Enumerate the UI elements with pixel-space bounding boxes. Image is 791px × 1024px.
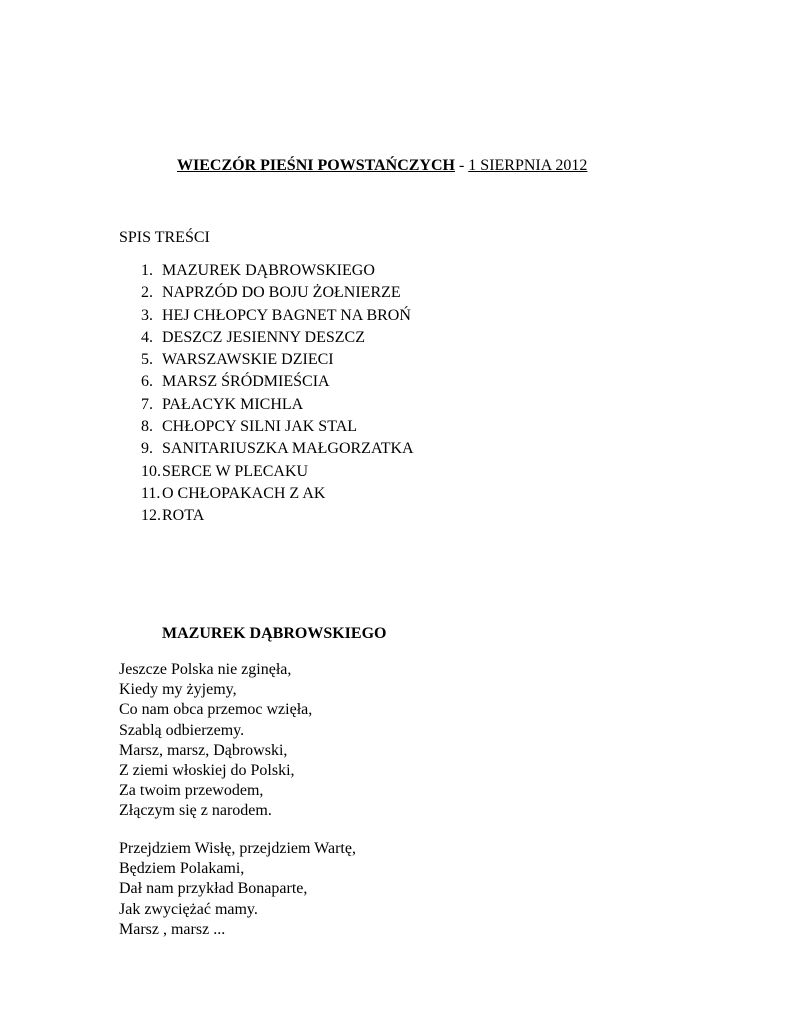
toc-item-number: 8. — [141, 418, 153, 436]
toc-item — [141, 506, 414, 528]
toc-item-number: 7. — [141, 395, 153, 413]
page-title — [177, 156, 587, 176]
title-separator: - — [454, 157, 469, 174]
toc-item-number: 9. — [141, 440, 153, 458]
toc-item-label: ROTA — [162, 507, 205, 525]
toc-item — [141, 306, 414, 328]
lyric-line: Szablą odbierzemy. — [119, 721, 245, 739]
toc-item-label: SANITARIUSZKA MAŁGORZATKA — [162, 440, 414, 458]
toc-item-number: 4. — [141, 328, 153, 346]
lyric-line: Przejdziem Wisłę, przejdziem Wartę, — [119, 840, 356, 857]
toc-item — [141, 417, 414, 439]
toc-item-number: 12. — [141, 507, 161, 525]
toc-item-label: PAŁACYK MICHLA — [162, 395, 304, 413]
lyric-line: Marsz , marsz ... — [119, 920, 226, 938]
toc-item-label: MARSZ ŚRÓDMIEŚCIA — [162, 373, 330, 391]
lyric-line: Kiedy my żyjemy, — [119, 681, 237, 699]
lyric-line: Dał nam przykład Bonaparte, — [119, 880, 308, 898]
toc-item-label: MAZUREK DĄBROWSKIEGO — [162, 262, 375, 279]
toc-item-number: 6. — [141, 373, 153, 391]
toc-item — [141, 462, 414, 484]
toc-item — [141, 261, 414, 283]
toc-item-number: 1. — [141, 262, 153, 279]
toc-item-label: SERCE W PLECAKU — [162, 462, 309, 480]
toc-item — [141, 439, 414, 461]
lyric-line: Jeszcze Polska nie zginęła, — [119, 661, 292, 678]
title-date: 1 SIERPNIA 2012 — [468, 157, 588, 174]
lyric-line: Złączym się z narodem. — [119, 802, 272, 820]
toc-heading: SPIS TREŚCI — [119, 229, 210, 246]
toc-item-label: O CHŁOPAKACH Z AK — [162, 484, 326, 502]
toc-item — [141, 328, 414, 350]
toc-item-number: 2. — [141, 284, 153, 302]
lyric-line: Będziem Polakami, — [119, 860, 245, 878]
lyric-line: Marsz, marsz, Dąbrowski, — [119, 741, 288, 759]
lyrics-stanza — [119, 839, 356, 940]
toc-item-number: 10. — [141, 462, 161, 480]
song-title: MAZUREK DĄBROWSKIEGO — [162, 625, 387, 642]
toc-item-label: NAPRZÓD DO BOJU ŻOŁNIERZE — [162, 284, 401, 302]
toc-item — [141, 395, 414, 417]
table-of-contents — [141, 261, 414, 529]
lyric-line: Jak zwyciężać mamy. — [119, 900, 258, 918]
lyric-line: Z ziemi włoskiej do Polski, — [119, 761, 295, 779]
toc-item-label: DESZCZ JESIENNY DESZCZ — [162, 328, 365, 346]
toc-item-number: 3. — [141, 306, 153, 324]
toc-item-number: 11. — [141, 484, 161, 502]
lyric-line: Za twoim przewodem, — [119, 782, 264, 800]
toc-item — [141, 350, 414, 372]
toc-item-number: 5. — [141, 351, 153, 369]
title-main: WIECZÓR PIEŚNI POWSTAŃCZYCH — [177, 157, 455, 174]
toc-item-label: CHŁOPCY SILNI JAK STAL — [162, 418, 358, 436]
toc-item-label: WARSZAWSKIE DZIECI — [162, 351, 334, 369]
toc-item — [141, 283, 414, 305]
toc-item — [141, 484, 414, 506]
toc-item — [141, 372, 414, 394]
toc-item-label: HEJ CHŁOPCY BAGNET NA BROŃ — [162, 306, 411, 324]
lyric-line: Co nam obca przemoc wzięła, — [119, 701, 313, 719]
lyrics-stanza — [119, 660, 312, 822]
